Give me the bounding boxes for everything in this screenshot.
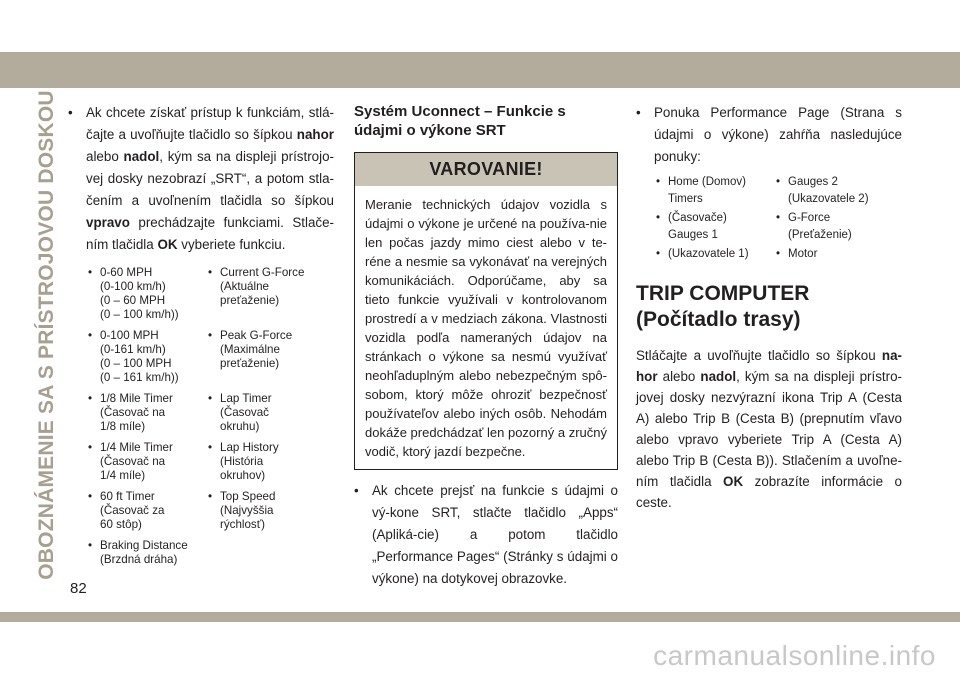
performance-menus-list <box>656 174 902 263</box>
function-item: • Braking Distance (Brzdná dráha) <box>88 539 206 567</box>
warning-box <box>354 152 618 470</box>
function-item: • Peak G-Force (Maximálne preťaženie) <box>208 329 336 385</box>
srt-functions-list <box>88 266 334 567</box>
apps-instructions-bullet: • Ak chcete prejsť na funkcie s údajmi o vý-kone SRT, stlačte tlačidlo „Apps“ (Apliká-cie) a potom tlačidlo „Performance Pages“ (Stránky s údajmi o výkone) na dotykovej obrazovke. <box>354 480 618 590</box>
watermark: carmanualsonline.info <box>653 640 936 671</box>
trip-computer-paragraph: Stláčajte a uvoľňujte tlačidlo so šípkou na-hor alebo nadol, kým sa na displeji prístro-jovej dosky nezvýrazní ikona Trip A (Cesta A) alebo Trip B (Cesta B) (prepnutím vľavo alebo vpravo vyberiete Trip A (Cesta A) alebo Trip B (Cesta B)). Stlačením a uvoľne-ním tlačidla OK zobrazíte informácie o ceste. <box>636 348 902 510</box>
section-side-title: OBOZNÁMENIE SA S PRÍSTROJOVOU DOSKOU <box>35 90 58 580</box>
section-heading: Systém Uconnect – Funkcie s údajmi o výkone SRT <box>354 103 566 139</box>
footer-band <box>0 612 960 622</box>
column-2 <box>354 102 618 590</box>
function-item: • 1/8 Mile Timer (Časovač na 1/8 míle) <box>88 392 206 434</box>
function-item: • Lap Timer (Časovač okruhu) <box>208 392 336 434</box>
function-item: • 0-100 MPH (0-161 km/h) (0 – 100 MPH (0 – 161 km/h)) <box>88 329 206 385</box>
header-band <box>0 52 960 88</box>
warning-title: VAROVANIE! <box>355 153 617 186</box>
menu-item: • Gauges 2 (Ukazovatele 2) <box>776 174 906 208</box>
menu-item: • (Časovače) Gauges 1 <box>656 210 774 244</box>
access-instructions-bullet: • Ak chcete získať prístup k funkciám, stlá-čajte a uvoľňujte tlačidlo so šípkou nahor alebo nadol, kým sa na displeji prístrojo-vej dosky nezobrazí „SRT“, a potom stla-čením a uvoľnením tlačidla so šípkou vpravo prechádzajte funkciami. Stlače-ním tlačidla OK vyberiete funkciu. <box>68 102 334 256</box>
column-1 <box>68 102 334 567</box>
page-number: 82 <box>70 580 87 597</box>
menus-right <box>776 174 906 263</box>
function-item: • 60 ft Timer (Časovač za 60 stôp) <box>88 490 206 532</box>
menu-item: • Home (Domov) Timers <box>656 174 774 208</box>
menu-item: • G-Force (Preťaženie) <box>776 210 906 244</box>
menu-item: • Motor <box>776 246 906 263</box>
function-item: • 0-60 MPH (0-100 km/h) (0 – 60 MPH (0 – 100 km/h)) <box>88 266 206 322</box>
menus-left <box>656 174 774 263</box>
function-item: • Lap History (História okruhov) <box>208 441 336 483</box>
column-3 <box>636 102 902 513</box>
menu-item: • (Ukazovatele 1) <box>656 246 774 263</box>
function-item: • Top Speed (Najvyššia rýchlosť) <box>208 490 336 532</box>
performance-page-bullet: • Ponuka Performance Page (Strana s údajmi o výkone) zahŕňa nasledujúce ponuky: <box>636 102 902 168</box>
warning-text: Meranie technických údajov vozidla s údajmi o výkone je určené na používa-nie len počas jazdy mimo ciest alebo v te-réne a nesmie sa vykonávať na verejných komunikáciách. Odporúčame, aby sa tieto funkcie využívali v kontrolovanom prostredí a v medziach zákona. Vlastnosti vozidla podľa nameraných údajov na stránkach o výkone sa nesmú využívať neohľaduplným alebo nebezpečným spô-sobom, ktorý môže ohroziť bezpečnosť používateľov alebo iných osôb. Nehodám dokáže predchádzať len pozorný a zručný vodič, ktorý jazdí bezpečne. <box>365 197 607 459</box>
trip-computer-title: TRIP COMPUTER (Počítadlo trasy) <box>636 282 810 331</box>
function-item: • 1/4 Mile Timer (Časovač na 1/4 míle) <box>88 441 206 483</box>
function-item: • Current G-Force (Aktuálne preťaženie) <box>208 266 336 322</box>
